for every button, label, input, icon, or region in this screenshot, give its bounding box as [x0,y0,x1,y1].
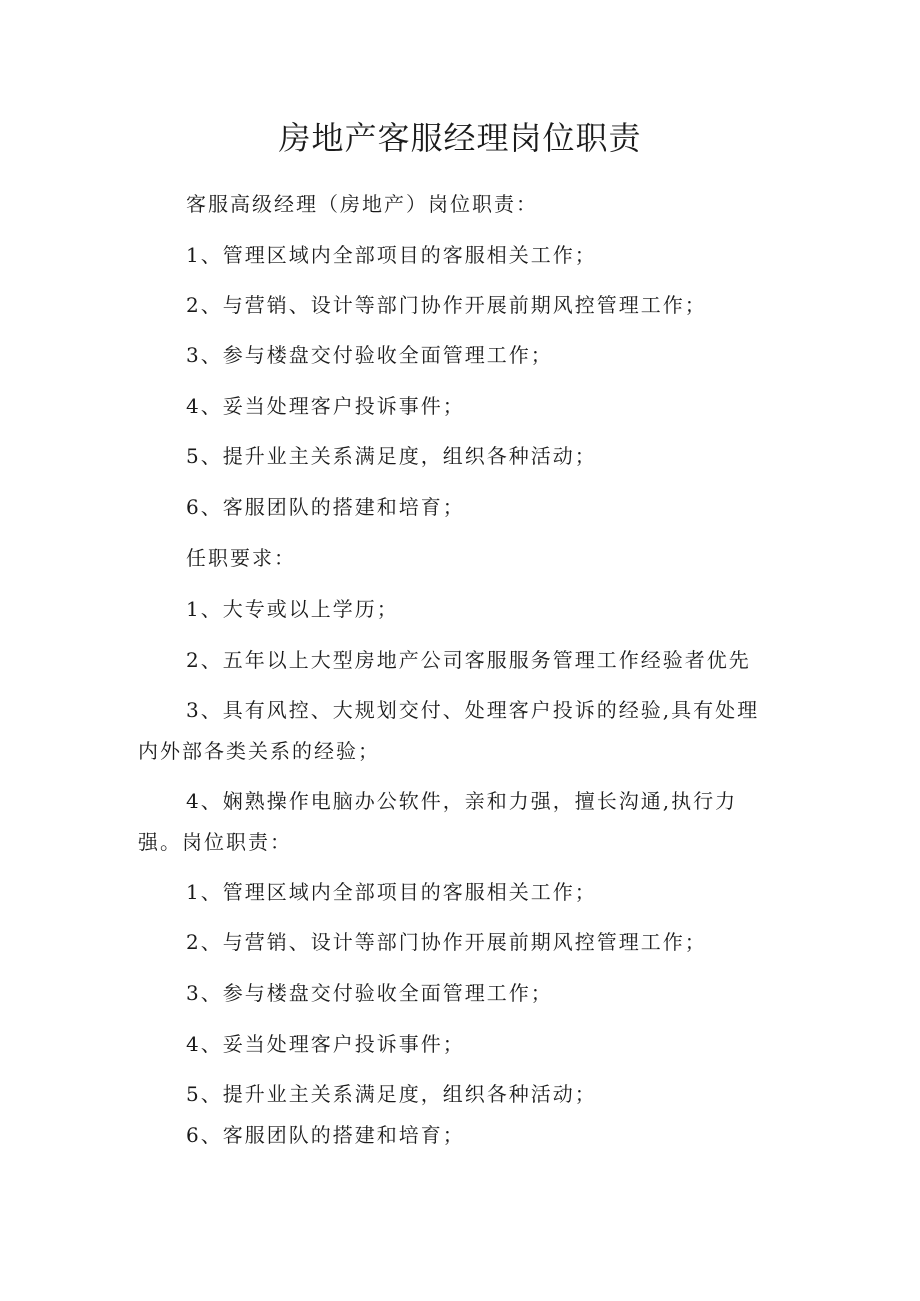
duty-item: 4、妥当处理客户投诉事件； [186,1032,465,1056]
document-title: 房地产客服经理岗位职责 [278,119,642,157]
duty-item: 2、与营销、设计等部门协作开展前期风控管理工作； [186,293,707,317]
requirement-item: 1、大专或以上学历； [186,597,399,621]
duty-item: 3、参与楼盘交付验收全面管理工作； [186,981,553,1005]
requirement-item: 3、具有风控、大规划交付、处理客户投诉的经验,具有处理 [186,698,760,722]
duty-item: 3、参与楼盘交付验收全面管理工作； [186,343,553,367]
duty-item: 4、妥当处理客户投诉事件； [186,394,465,418]
requirement-item: 2、五年以上大型房地产公司客服服务管理工作经验者优先 [186,648,751,672]
duty-item: 5、提升业主关系满足度，组织各种活动； [186,1082,597,1106]
requirement-item-continuation: 强。岗位职责： [138,830,292,854]
duty-item: 6、客服团队的搭建和培育； [186,495,465,519]
duty-item: 2、与营销、设计等部门协作开展前期风控管理工作； [186,930,707,954]
duty-item: 1、管理区域内全部项目的客服相关工作； [186,880,597,904]
section-heading-duties: 客服高级经理（房地产）岗位职责： [186,192,538,216]
requirement-item: 4、娴熟操作电脑办公软件，亲和力强，擅长沟通,执行力 [186,789,738,813]
duty-item: 1、管理区域内全部项目的客服相关工作； [186,243,597,267]
duty-item: 5、提升业主关系满足度，组织各种活动； [186,444,597,468]
section-heading-requirements: 任职要求： [186,546,296,570]
requirement-item-continuation: 内外部各类关系的经验； [138,739,380,763]
duty-item: 6、客服团队的搭建和培育； [186,1123,465,1147]
